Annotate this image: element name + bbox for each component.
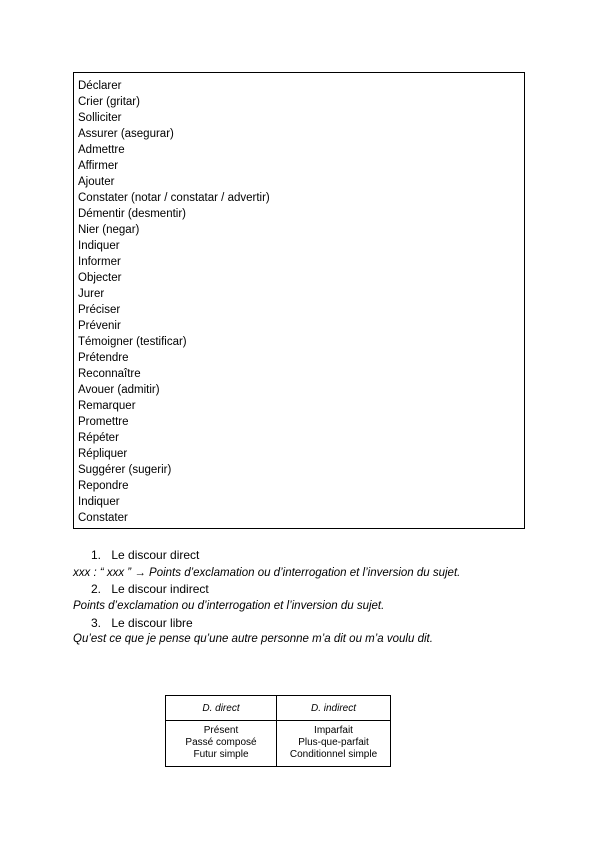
section-number: 1. — [91, 548, 102, 562]
tense-item: Conditionnel simple — [289, 749, 378, 760]
verb-item: Répliquer — [78, 448, 128, 460]
table-body-row — [166, 721, 391, 767]
verb-item: Crier (gritar) — [78, 96, 140, 108]
verb-item: Assurer (asegurar) — [78, 128, 174, 140]
section-title: Le discour libre — [111, 616, 193, 630]
description-text: Points d’exclamation ou d’interrogation et l’inversion du sujet. — [149, 567, 461, 579]
verb-item: Affirmer — [78, 160, 119, 172]
verb-item: Prévenir — [78, 320, 121, 332]
verb-item: Suggérer (sugerir) — [78, 464, 172, 476]
section-title: Le discour indirect — [111, 582, 209, 596]
verb-list-box — [73, 72, 525, 529]
tense-item: Présent — [203, 725, 239, 736]
verb-item: Remarquer — [78, 400, 136, 412]
tense-table — [165, 695, 391, 767]
verb-list — [78, 78, 524, 526]
verb-item: Nier (negar) — [78, 224, 140, 236]
verb-item: Témoigner (testificar) — [78, 336, 187, 348]
verb-item: Ajouter — [78, 176, 115, 188]
verb-item: Informer — [78, 256, 121, 268]
header-indirect: D. indirect — [277, 696, 391, 721]
section-description-libre — [73, 632, 433, 647]
tense-item: Imparfait — [314, 725, 353, 736]
verb-item: Promettre — [78, 416, 129, 428]
verb-item: Reconnaître — [78, 368, 141, 380]
verb-item: Prétendre — [78, 352, 129, 364]
verb-item: Admettre — [78, 144, 125, 156]
tense-item: Plus-que-parfait — [298, 737, 369, 748]
verb-item: Préciser — [78, 304, 121, 316]
header-direct: D. direct — [166, 696, 277, 721]
verb-item: Avouer (admitir) — [78, 384, 160, 396]
verb-item: Répéter — [78, 432, 119, 444]
section-number: 3. — [91, 616, 102, 630]
section-description-direct — [73, 566, 460, 581]
verb-item: Déclarer — [78, 80, 122, 92]
description-text: Points d’exclamation ou d’interrogation et l’inversion du sujet. — [73, 600, 385, 612]
verb-item: Indiquer — [78, 240, 120, 252]
tense-item: Passé composé — [185, 737, 257, 748]
description-prefix: xxx : “ xxx ” → — [73, 567, 150, 579]
section-heading-indirect — [91, 582, 209, 597]
verb-item: Démentir (desmentir) — [78, 208, 186, 220]
verb-item: Constater (notar / constatar / advertir) — [78, 192, 270, 204]
indirect-tenses-cell — [277, 721, 391, 767]
direct-tenses-cell — [166, 721, 277, 767]
section-description-indirect — [73, 599, 384, 614]
tense-item: Futur simple — [193, 749, 249, 760]
section-heading-direct — [91, 548, 199, 563]
verb-item: Indiquer — [78, 496, 120, 508]
section-number: 2. — [91, 582, 102, 596]
section-heading-libre — [91, 616, 193, 631]
verb-item: Repondre — [78, 480, 129, 492]
description-text: Qu’est ce que je pense qu’une autre personne m’a dit ou m’a voulu dit. — [73, 633, 433, 645]
verb-item: Objecter — [78, 272, 122, 284]
verb-item: Solliciter — [78, 112, 122, 124]
section-title: Le discour direct — [111, 548, 200, 562]
verb-item: Constater — [78, 512, 128, 524]
verb-item: Jurer — [78, 288, 105, 300]
table-header-row — [166, 696, 391, 721]
